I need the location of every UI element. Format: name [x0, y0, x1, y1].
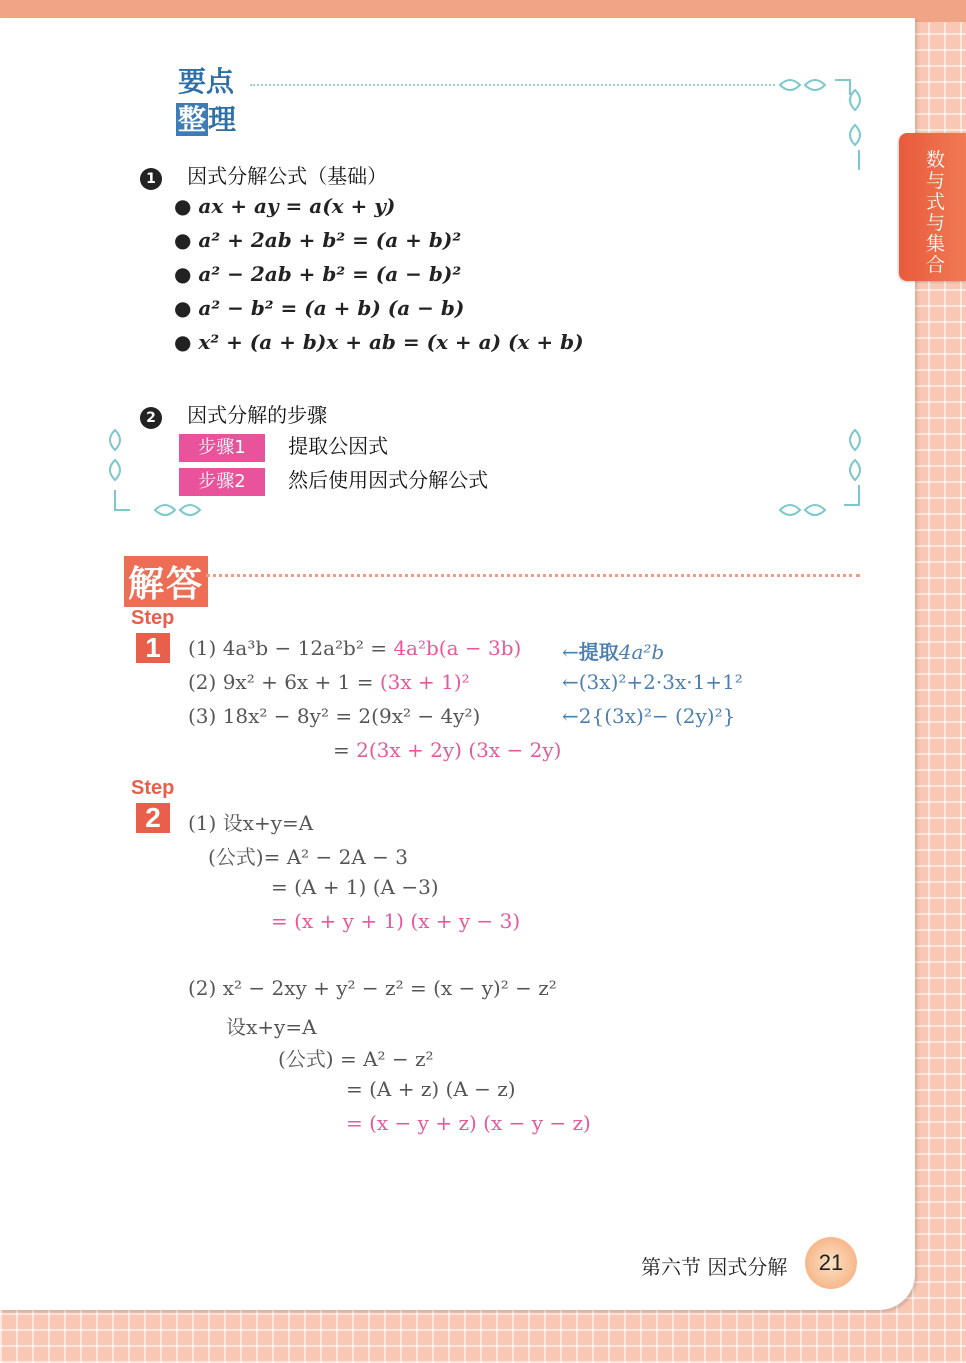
answer-title: 解答 — [124, 556, 208, 607]
s1-q1-note — [562, 636, 664, 665]
step-row-1 — [179, 430, 388, 462]
formula-5-text: x² + (a + b)x + ab = (x + a) (x + b) — [198, 330, 584, 354]
ornament-bottom-right-icon — [775, 425, 875, 525]
formula-2-text: a² + 2ab + b² = (a + b)² — [198, 228, 462, 252]
item2-number: 2 — [140, 407, 162, 429]
step-badge-2: 步骤2 — [179, 468, 265, 496]
s1-q1-answer: 4a²b(a − 3b) — [393, 636, 522, 660]
item1-heading: 因式分解公式（基础） — [187, 164, 388, 188]
s1-q1-note-bold: 提取 — [578, 640, 619, 664]
s1-q1 — [188, 636, 521, 660]
s1-q2-answer: (3x + 1)² — [379, 670, 470, 694]
s2-p2-formula-label: (公式) — [278, 1047, 334, 1071]
section-title-line1: 要点 — [178, 65, 235, 98]
step1-number: 1 — [136, 633, 170, 663]
s1-q3-line2-eq: = — [333, 738, 357, 762]
s2-p1-line1 — [208, 841, 408, 870]
formula-4-text: a² − b² = (a + b) (a − b) — [198, 296, 465, 320]
ornament-top-right-icon — [775, 70, 875, 180]
formula-2: ● a² + 2ab + b² = (a + b)² — [174, 228, 462, 252]
step1-label: Step — [131, 607, 175, 629]
item1-number: 1 — [140, 168, 162, 190]
s1-q3-note: ←2{(3x)²− (2y)²} — [562, 704, 736, 728]
item2-heading: 因式分解的步骤 — [187, 403, 328, 427]
step-row-2 — [179, 464, 488, 496]
s2-p1-set — [188, 807, 313, 836]
s2-p2-line0 — [188, 976, 557, 1000]
step-text-1: 提取公因式 — [288, 434, 389, 458]
s1-q2-note: ←(3x)²+2·3x·1+1² — [562, 670, 743, 694]
s1-q3 — [188, 704, 480, 728]
title-rest: 理 — [208, 103, 237, 136]
s2-p2-line1 — [278, 1043, 434, 1072]
item2-header — [140, 399, 327, 429]
s2-p2-line0-text: x² − 2xy + y² − z² = (x − y)² − z² — [222, 976, 557, 1000]
s2-p1-line3: = (x + y + 1) (x + y − 3) — [271, 909, 521, 933]
s2-p1-formula-label: (公式) — [208, 845, 264, 869]
formula-1-text: ax + ay = a(x + y) — [198, 194, 396, 218]
s1-q1-note-prefix: ← — [562, 640, 579, 664]
page-number: 21 — [805, 1237, 857, 1289]
s2-p1-num: (1) — [188, 811, 217, 835]
side-tab-label: 数与式与集合 — [926, 149, 946, 276]
s2-p2-line1-text: = A² − z² — [339, 1047, 434, 1071]
s2-p2-set: 设x+y=A — [226, 1015, 317, 1039]
s1-q2-lhs: 9x² + 6x + 1 = — [222, 670, 380, 694]
s1-q3-line2 — [333, 738, 561, 762]
s1-q3-lhs: 18x² − 8y² = 2(9x² − 4y²) — [222, 704, 481, 728]
formula-5: ● x² + (a + b)x + ab = (x + a) (x + b) — [174, 330, 584, 354]
s1-q1-num: (1) — [188, 636, 217, 660]
s2-p1-set-text: 设x+y=A — [222, 811, 314, 835]
title-divider — [250, 84, 775, 86]
step2-label: Step — [131, 777, 175, 799]
s1-q1-lhs: 4a³b − 12a²b² = — [222, 636, 394, 660]
formula-3-text: a² − 2ab + b² = (a − b)² — [198, 262, 462, 286]
s2-p2-num: (2) — [188, 976, 217, 1000]
item1-header — [140, 160, 387, 190]
section-title-line2 — [176, 98, 236, 138]
formula-3: ● a² − 2ab + b² = (a − b)² — [174, 262, 462, 286]
s1-q1-note-rest: 4a²b — [618, 640, 665, 664]
s2-p1-line2: = (A + 1) (A −3) — [271, 875, 439, 899]
answer-divider — [206, 574, 860, 577]
formula-4: ● a² − b² = (a + b) (a − b) — [174, 296, 465, 320]
title-highlight: 整 — [178, 103, 207, 136]
step-badge-1: 步骤1 — [179, 434, 265, 462]
s1-q2-num: (2) — [188, 670, 217, 694]
s2-p2-line2: = (A + z) (A − z) — [346, 1077, 516, 1101]
formula-1: ● ax + ay = a(x + y) — [174, 194, 396, 218]
step-text-2: 然后使用因式分解公式 — [288, 468, 489, 492]
s1-q3-num: (3) — [188, 704, 217, 728]
s2-p2-line3: = (x − y + z) (x − y − z) — [346, 1111, 591, 1135]
step2-number: 2 — [136, 803, 170, 833]
s1-q3-answer: 2(3x + 2y) (3x − 2y) — [356, 738, 562, 762]
s2-p1-line1-text: = A² − 2A − 3 — [263, 845, 409, 869]
s1-q2 — [188, 670, 470, 694]
footer-section-label: 第六节 因式分解 — [641, 1255, 788, 1279]
